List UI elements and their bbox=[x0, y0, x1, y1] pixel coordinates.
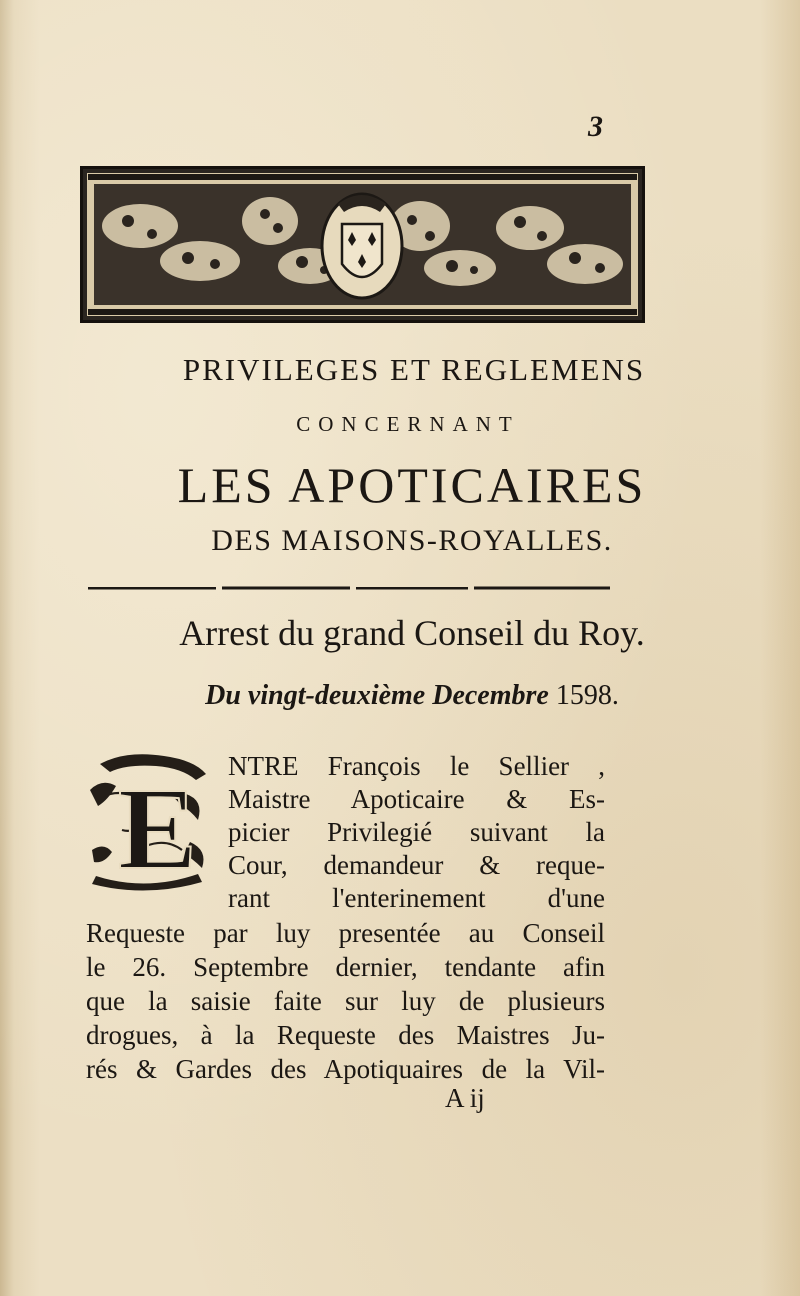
body-line: Cour, demandeur & reque- bbox=[228, 850, 605, 880]
title-concernant: CONCERNANT bbox=[296, 412, 520, 436]
body-line: drogues, à la Requeste des Maistres Ju- bbox=[86, 1020, 605, 1050]
body-line: NTRE François le Sellier , bbox=[228, 751, 605, 781]
title-apoticaires: LES APOTICAIRES bbox=[177, 457, 647, 513]
body-line: rés & Gardes des Apotiquaires de la Vil- bbox=[86, 1054, 605, 1084]
body-line: que la saisie faite sur luy de plusieurs bbox=[86, 986, 605, 1016]
decree-year: 1598. bbox=[555, 680, 619, 711]
body-line: le 26. Septembre dernier, tendante afin bbox=[86, 952, 605, 982]
body-line: Requeste par luy presentée au Conseil bbox=[86, 918, 605, 948]
body-line: rant l'enterinement d'une bbox=[228, 883, 605, 913]
decree-date-text: Du vingt-deuxième Decembre bbox=[205, 680, 549, 711]
signature-mark: A ij bbox=[445, 1083, 485, 1113]
body-line: Maistre Apoticaire & Es- bbox=[228, 784, 605, 814]
decorative-rule bbox=[88, 585, 610, 591]
drop-cap-e bbox=[86, 750, 212, 892]
drop-cap-letter: E bbox=[118, 763, 197, 892]
ornamental-headpiece bbox=[80, 166, 645, 323]
body-line: picier Privilegié suivant la bbox=[228, 817, 605, 847]
royal-shield-icon bbox=[322, 194, 402, 298]
title-privileges: PRIVILEGES ET REGLEMENS bbox=[182, 352, 646, 387]
decree-title: Arrest du grand Conseil du Roy. bbox=[179, 613, 645, 653]
decree-date bbox=[0, 680, 800, 712]
page-number: 3 bbox=[588, 110, 603, 143]
title-maisons-royalles: DES MAISONS-ROYALLES. bbox=[211, 524, 613, 557]
